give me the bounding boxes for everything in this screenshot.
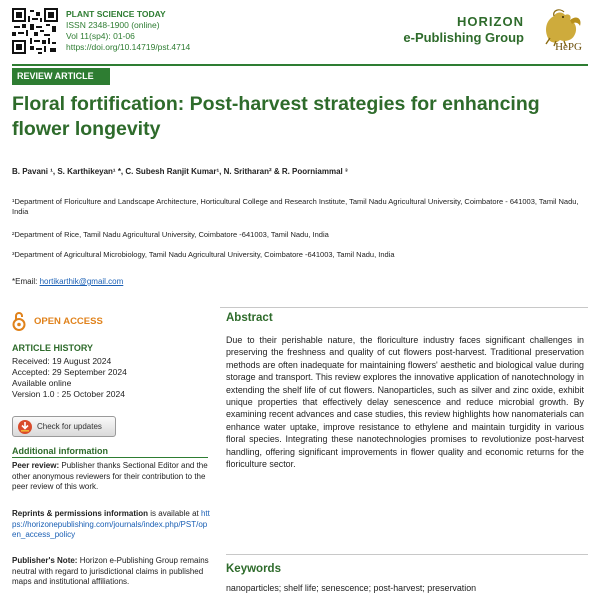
corresponding-email	[12, 277, 123, 286]
affiliation-2: ²Department of Rice, Tamil Nadu Agricultural University, Coimbatore -641003, Tamil Nadu, India	[12, 230, 329, 239]
open-access-lock-icon	[12, 311, 26, 331]
publisher-line1: HORIZON	[457, 14, 524, 29]
header-divider	[12, 64, 588, 66]
additional-info-title: Additional information	[12, 446, 108, 456]
email-label: *Email:	[12, 277, 38, 286]
logo-text: HePG	[555, 41, 582, 53]
additional-info-divider	[12, 457, 208, 458]
accepted-date: Accepted: 29 September 2024	[12, 367, 127, 377]
email-link[interactable]: hortikarthik@gmail.com	[39, 277, 124, 286]
peer-review-text: Publisher thanks Sectional Editor and the other anonymous reviewers for their contribution to the peer review of this work.	[12, 461, 208, 491]
reprints-link[interactable]: https://horizonepublishing.com/journals/index.php/PST/open_access_policy	[12, 509, 210, 539]
article-type-badge: REVIEW ARTICLE	[12, 68, 110, 85]
journal-name: PLANT SCIENCE TODAY	[66, 9, 166, 19]
open-access-row	[12, 310, 103, 332]
article-title: Floral fortification: Post-harvest strategies for enhancing flower longevity	[12, 93, 540, 140]
abstract-text: Due to their perishable nature, the floriculture industry faces significant challenges in preserving the freshness and quality of cut flowers post-harvest. Traditional preservation methods are often inadequate for maintaining flowers' aesthetic and biological value during storage and transport. This review explores the innovative application of nanotechnology in extending the shelf life of cut flowers. Nanoparticles, such as silver and zinc oxide, exhibit unique properties that effectively delay senescence and reduce microbial growth. By examining recent advances and case studies, this review highlights how nanomaterials can enhance water uptake, improve resistance to ethylene and maintain turgidity in various floral species. Integrating these nanotechnologies promises to revolutionize post-harvest handling, offering significant improvements in flower quality and economic returns for the floriculture sector.	[226, 335, 584, 470]
reprints-text: is available at	[150, 509, 199, 518]
check-updates-label: Check for updates	[37, 422, 102, 431]
author-list: B. Pavani ¹, S. Karthikeyan¹ *, C. Subesh Ranjit Kumar¹, N. Sritharan² & R. Poorniammal ³	[12, 167, 348, 176]
keywords-heading: Keywords	[226, 563, 281, 575]
reprints-note	[12, 509, 210, 541]
reprints-label: Reprints & permissions information	[12, 509, 149, 518]
peer-review-label: Peer review:	[12, 461, 60, 470]
journal-info	[66, 9, 190, 53]
journal-volume: Vol 11(sp4): 01-06	[66, 31, 135, 41]
affiliation-3: ³Department of Agricultural Microbiology, Tamil Nadu Agricultural University, Coimbatore -641003, Tamil Nadu, India	[12, 250, 395, 259]
version-date: Version 1.0 : 25 October 2024	[12, 389, 125, 399]
journal-issn: ISSN 2348-1900 (online)	[66, 20, 160, 30]
received-date: Received: 19 August 2024	[12, 356, 112, 366]
section-divider	[220, 307, 588, 308]
publisher-note	[12, 556, 210, 588]
publisher-note-text: Horizon e-Publishing Group remains neutral with regard to jurisdictional claims in published maps and institutional affiliations.	[12, 556, 209, 586]
publisher-line2: e-Publishing Group	[403, 30, 524, 45]
article-history	[12, 356, 212, 400]
doi-link[interactable]: https://doi.org/10.14719/pst.4714	[66, 42, 191, 52]
publisher-note-label: Publisher's Note:	[12, 556, 78, 565]
abstract-heading: Abstract	[226, 312, 273, 324]
article-history-title: ARTICLE HISTORY	[12, 343, 94, 353]
available-online: Available online	[12, 378, 72, 388]
qr-code-icon	[12, 8, 58, 54]
affiliation-1: ¹Department of Floriculture and Landscape Architecture, Horticultural College and Research Institute, Tamil Nadu Agricultural University, Coimbatore - 641003, Tamil Nadu, India	[12, 197, 579, 216]
open-access-label: OPEN ACCESS	[34, 315, 103, 327]
publisher-name	[403, 14, 524, 46]
peer-review-note	[12, 461, 210, 493]
check-for-updates-button[interactable]	[12, 416, 116, 437]
keywords-text: nanoparticles; shelf life; senescence; post-harvest; preservation	[226, 583, 477, 593]
keywords-divider	[226, 554, 588, 555]
check-updates-icon	[17, 419, 33, 435]
